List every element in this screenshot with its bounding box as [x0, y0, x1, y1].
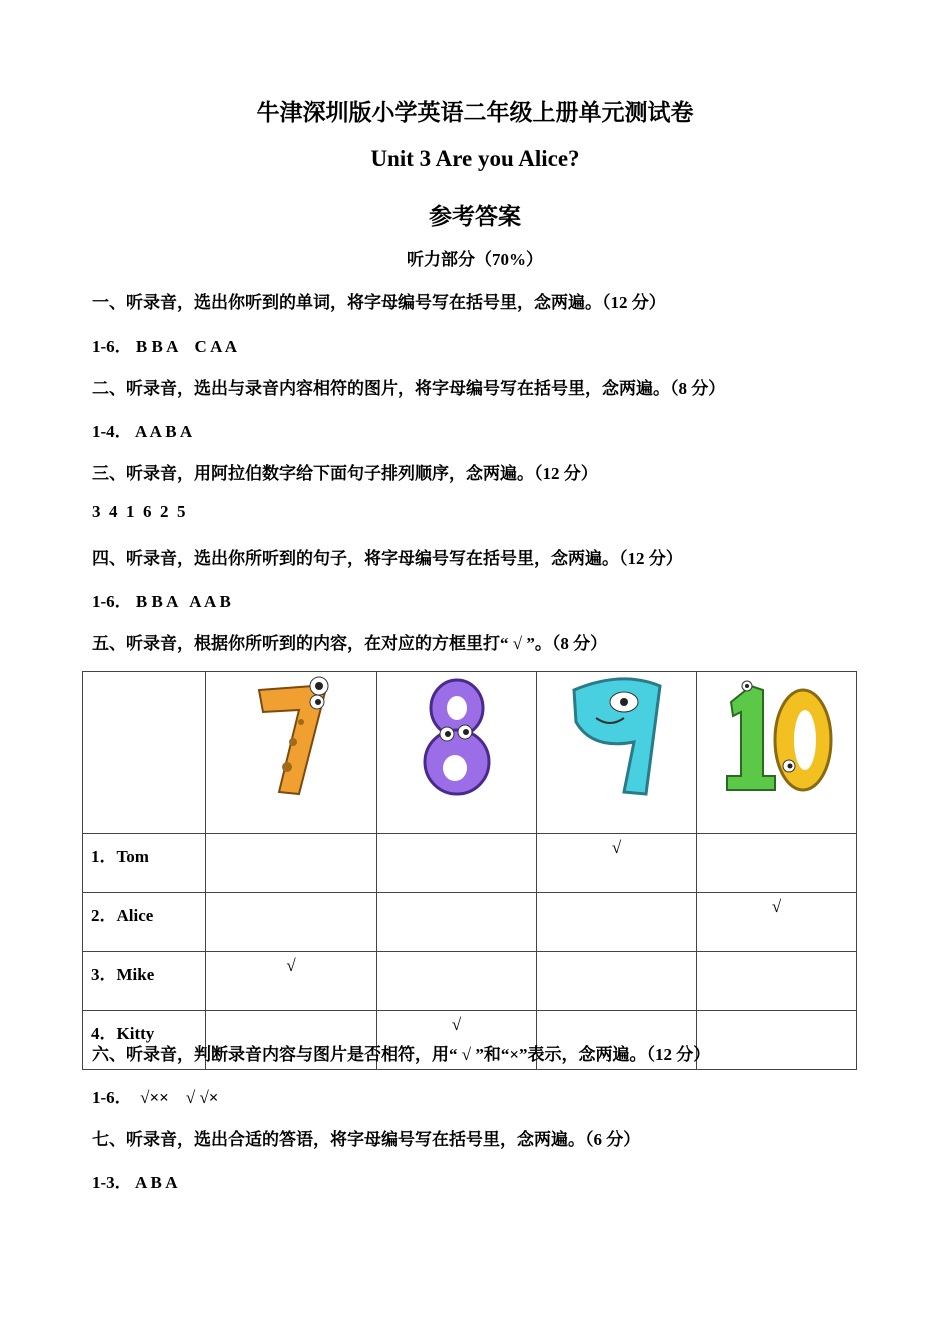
student-name: 4．Kitty	[83, 1011, 206, 1070]
question-1-answer: 1-6． B B A C A A	[92, 337, 238, 356]
answer-cell: √	[697, 893, 857, 952]
section-heading: 听力部分（70%）	[407, 250, 543, 269]
answer-cell: √	[537, 834, 697, 893]
question-3-answer: 3 4 1 6 2 5	[92, 502, 186, 521]
number-1-shape	[727, 686, 775, 790]
answer-cell	[537, 952, 697, 1011]
table-row	[83, 893, 857, 952]
table-corner-cell	[83, 672, 206, 834]
table-header-row	[83, 672, 857, 834]
answer-cell	[206, 834, 377, 893]
answer-cell	[697, 834, 857, 893]
student-name: 3．Mike	[83, 952, 206, 1011]
answer-table	[82, 671, 857, 1070]
number-9-icon	[562, 672, 672, 802]
table-row	[83, 952, 857, 1011]
answer-cell: √	[377, 1011, 537, 1070]
question-4-answer: 1-6． B B A A A B	[92, 592, 231, 611]
student-name: 1．Tom	[83, 834, 206, 893]
question-6-answer: 1-6． √×× √ √×	[92, 1088, 219, 1107]
answer-cell	[697, 952, 857, 1011]
question-7-instruction: 七、听录音，选出合适的答语，将字母编号写在括号里，念两遍。（6 分）	[92, 1130, 641, 1149]
answer-cell	[537, 893, 697, 952]
number-8-cell	[377, 672, 537, 834]
document-title: 牛津深圳版小学英语二年级上册单元测试卷	[256, 100, 694, 125]
question-5-instruction: 五、听录音，根据你所听到的内容，在对应的方框里打“ √ ”。（8 分）	[92, 634, 608, 653]
question-6-instruction: 六、听录音，判断录音内容与图片是否相符，用“ √ ”和“×”表示，念两遍。（12 分）	[92, 1045, 711, 1064]
number-7-cell	[206, 672, 377, 834]
number-10-cell	[697, 672, 857, 834]
number-8-icon	[407, 672, 507, 802]
answer-cell	[377, 893, 537, 952]
table-row	[83, 834, 857, 893]
answer-cell	[697, 1011, 857, 1070]
answer-key-heading: 参考答案	[429, 204, 521, 229]
question-3-instruction: 三、听录音，用阿拉伯数字给下面句子排列顺序，念两遍。（12 分）	[92, 464, 598, 483]
question-7-answer: 1-3． A B A	[92, 1173, 178, 1192]
question-1-instruction: 一、听录音，选出你听到的单词，将字母编号写在括号里，念两遍。（12 分）	[92, 293, 666, 312]
number-10-icon	[717, 672, 837, 802]
unit-title: Unit 3 Are you Alice?	[370, 146, 580, 171]
number-7-icon	[241, 672, 341, 802]
answer-cell	[377, 952, 537, 1011]
answer-cell	[206, 893, 377, 952]
question-2-instruction: 二、听录音，选出与录音内容相符的图片，将字母编号写在括号里，念两遍。（8 分）	[92, 379, 726, 398]
question-2-answer: 1-4． A A B A	[92, 422, 193, 441]
question-4-instruction: 四、听录音，选出你所听到的句子，将字母编号写在括号里，念两遍。（12 分）	[92, 549, 683, 568]
answer-cell: √	[206, 952, 377, 1011]
number-9-cell	[537, 672, 697, 834]
answer-cell	[377, 834, 537, 893]
student-name: 2．Alice	[83, 893, 206, 952]
